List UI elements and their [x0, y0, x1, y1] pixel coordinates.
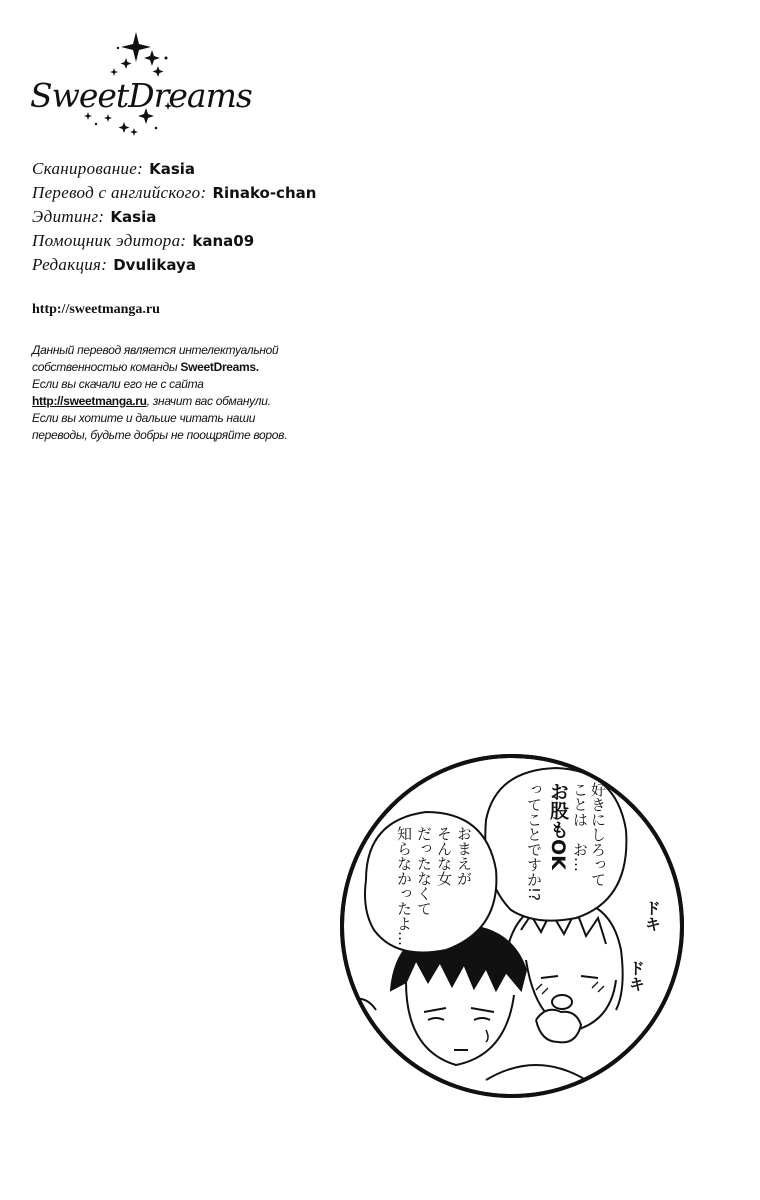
notice-line: Если вы хотите и дальше читать наши: [32, 411, 256, 425]
sweetdreams-logo: [26, 28, 252, 138]
credits-list: [32, 157, 316, 277]
notice-line: [32, 359, 312, 376]
bubble-right-line: 好きにしろって: [589, 782, 607, 887]
credit-role: Редакция:: [32, 255, 108, 274]
bubble-left-line: おまえが: [455, 826, 473, 886]
credit-proofreading: [32, 253, 316, 277]
notice-line: Если вы скачали его не с сайта: [32, 377, 204, 391]
credit-name: kana09: [192, 232, 255, 250]
notice-text: , значит вас обманули.: [146, 394, 271, 408]
notice-link[interactable]: http://sweetmanga.ru: [32, 394, 147, 408]
bubble-left-line: そんな女: [435, 826, 453, 886]
bubble-right-line: ことは お…: [571, 782, 589, 872]
credit-editor-assistant: [32, 229, 316, 253]
bubble-right-line: お股もOK: [547, 782, 569, 870]
credit-role: Эдитинг:: [32, 207, 105, 226]
credit-editing: [32, 205, 316, 229]
bubble-left-line: 知らなかったよ…: [395, 826, 413, 946]
site-url-link[interactable]: http://sweetmanga.ru: [32, 302, 160, 317]
sfx-text: ドキ: [626, 960, 646, 992]
credit-role: Сканирование:: [32, 159, 144, 178]
credit-name: Rinako-chan: [212, 184, 317, 202]
manga-illustration: [336, 750, 688, 1102]
credit-scan: [32, 157, 316, 181]
credit-name: Dvulikaya: [113, 256, 196, 274]
credit-name: Kasia: [110, 208, 157, 226]
notice-text: собственностью команды: [32, 360, 181, 374]
bubble-left-line: だったなくて: [415, 826, 433, 916]
manga-circle-panel: [336, 750, 688, 1102]
logo-text: SweetDreams: [30, 76, 252, 115]
notice-line: переводы, будьте добры не поощряйте воров.: [32, 428, 288, 442]
notice-line: Данный перевод является интелектуальной: [32, 343, 279, 357]
notice-line: [32, 393, 312, 410]
copyright-notice: [32, 342, 312, 444]
notice-brand: SweetDreams.: [180, 360, 259, 374]
bubble-right-line: ってことですか!?: [525, 782, 543, 901]
credit-translation: [32, 181, 316, 205]
credit-role: Перевод с английского:: [32, 183, 207, 202]
credit-role: Помощник эдитора:: [32, 231, 187, 250]
sfx-text: ドキ: [642, 900, 662, 932]
credit-name: Kasia: [149, 160, 196, 178]
